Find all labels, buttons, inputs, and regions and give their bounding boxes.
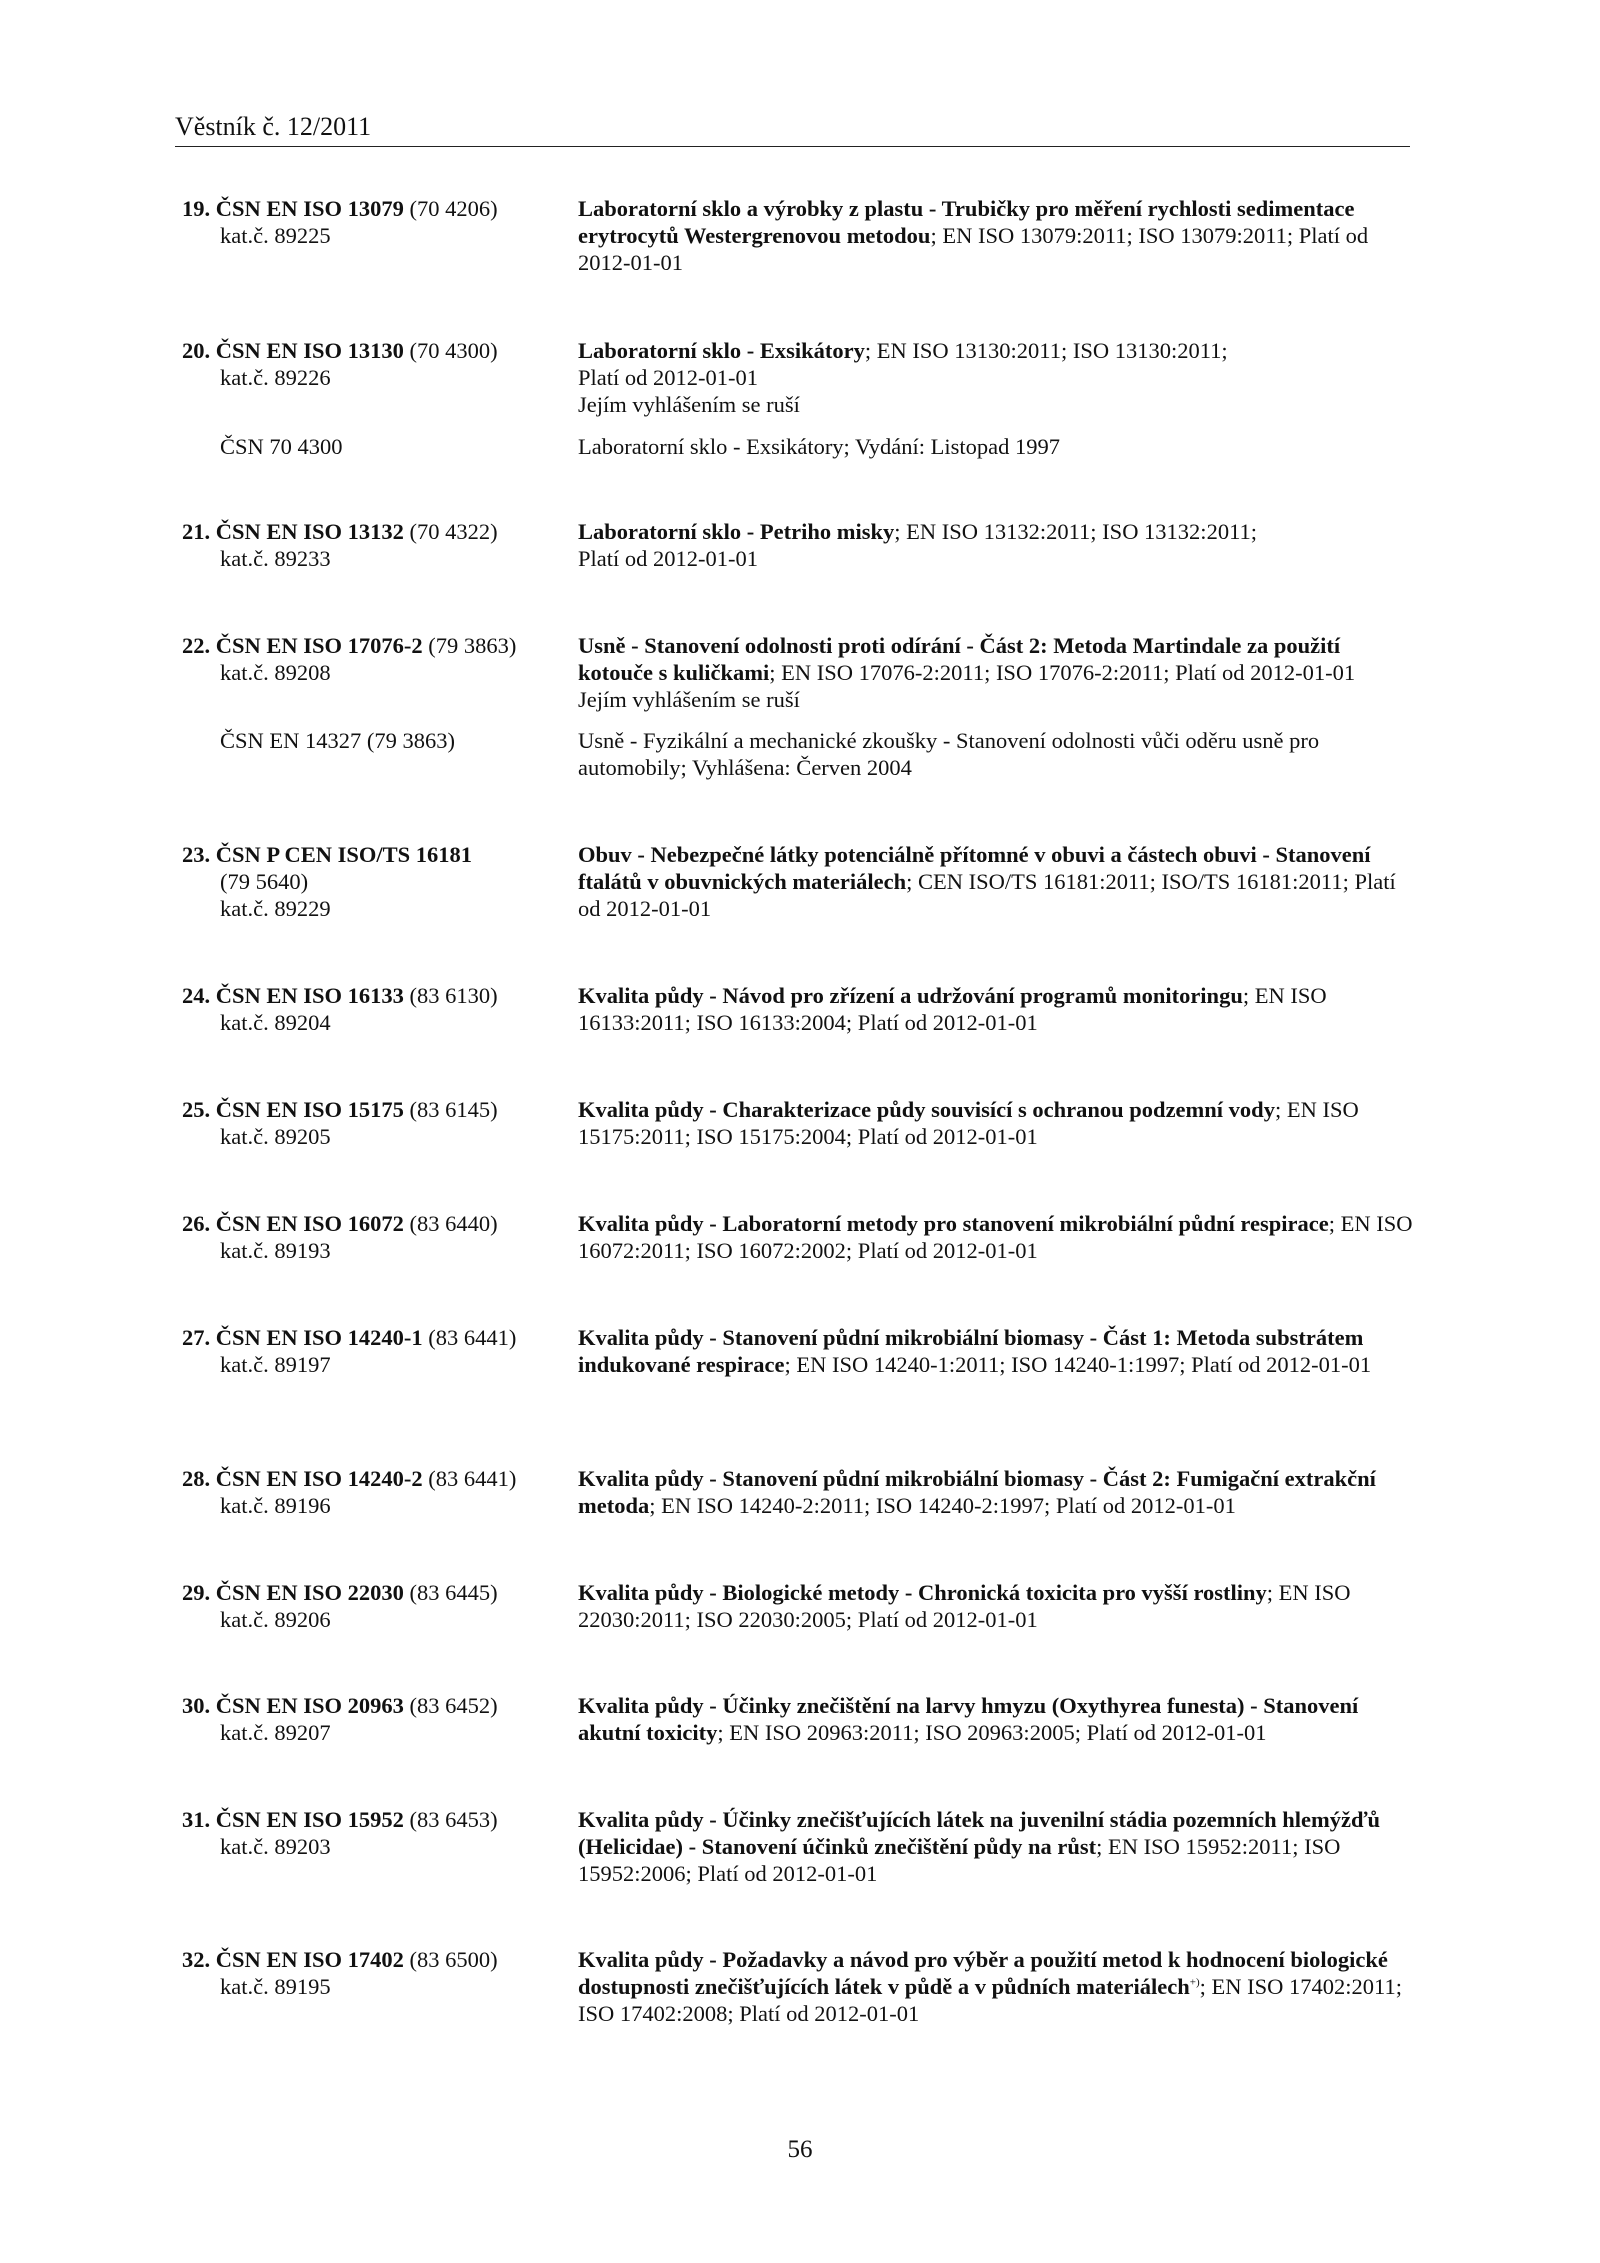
replaced-code: ČSN 70 4300	[220, 434, 343, 459]
standard-identifier	[182, 518, 572, 572]
classification: (70 4206)	[403, 196, 498, 221]
standard-identifier	[182, 337, 572, 391]
standard-description	[578, 518, 1418, 572]
replacement-note: Jejím vyhlášením se ruší	[578, 687, 800, 713]
standard-identifier	[182, 632, 572, 686]
replaced-code: ČSN EN 14327 (79 3863)	[220, 728, 455, 753]
standard-identifier	[182, 1210, 572, 1264]
catalog-number: kat.č. 89225	[220, 223, 331, 249]
item-number: 26.	[182, 1211, 211, 1236]
standard-identifier	[182, 1324, 572, 1378]
standard-description	[578, 1579, 1418, 1633]
classification: (83 6145)	[403, 1097, 498, 1122]
classification: (83 6500)	[403, 1947, 498, 1972]
standard-code: ČSN EN ISO 13079	[215, 196, 404, 221]
standard-details: ; EN ISO 15952:2011; ISO 15952:2006; Platí od 2012-01-01	[578, 1834, 1341, 1887]
catalog-number: kat.č. 89206	[220, 1607, 331, 1633]
standard-identifier	[182, 1946, 572, 2000]
standard-description	[578, 337, 1418, 419]
classification: (79 3863)	[422, 633, 517, 658]
standard-identifier	[182, 1096, 572, 1150]
standard-code: ČSN EN ISO 20963	[215, 1693, 404, 1718]
catalog-number: kat.č. 89195	[220, 1974, 331, 2000]
standard-title: Kvalita půdy - Stanovení půdní mikrobiální biomasy - Část 1: Metoda substrátem indukované respirace	[578, 1325, 1364, 1378]
standard-details: ; EN ISO 15175:2011; ISO 15175:2004; Platí od 2012-01-01	[578, 1097, 1359, 1150]
classification: (70 4300)	[403, 338, 498, 363]
classification: (83 6441)	[422, 1325, 517, 1350]
classification: (83 6441)	[422, 1466, 517, 1491]
classification: (83 6440)	[403, 1211, 498, 1236]
standard-identifier	[182, 195, 572, 249]
standard-title: Laboratorní sklo a výrobky z plastu - Trubičky pro měření rychlosti sedimentace erytrocytů Westergrenovou metodou	[578, 196, 1355, 249]
catalog-number: kat.č. 89226	[220, 365, 331, 391]
item-number: 23.	[182, 842, 211, 867]
item-number: 32.	[182, 1947, 211, 1972]
standard-title: Kvalita půdy - Účinky znečišťujících látek na juvenilní stádia pozemních hlemýžďů (Helicidae) - Stanovení účinků znečištění půdy na růst	[578, 1807, 1381, 1860]
standard-description	[578, 1946, 1418, 2028]
standard-title: Kvalita půdy - Charakterizace půdy souvisící s ochranou podzemní vody	[578, 1097, 1275, 1122]
standard-code: ČSN EN ISO 15175	[215, 1097, 404, 1122]
catalog-number: kat.č. 89197	[220, 1352, 331, 1378]
standard-description	[578, 1465, 1418, 1519]
standard-identifier	[182, 1465, 572, 1519]
standard-title: Obuv - Nebezpečné látky potenciálně přítomné v obuvi a částech obuvi - Stanovení ftalátů v obuvnických materiálech	[578, 842, 1371, 895]
standard-description	[578, 195, 1418, 277]
standard-details: ; EN ISO 17076-2:2011; ISO 17076-2:2011; Platí od 2012-01-01	[769, 660, 1356, 686]
item-number: 27.	[182, 1325, 211, 1350]
item-number: 30.	[182, 1693, 211, 1718]
classification: (70 4322)	[403, 519, 498, 544]
standard-title: Laboratorní sklo - Exsikátory	[578, 338, 865, 363]
standard-identifier	[182, 1579, 572, 1633]
standard-details: ; EN ISO 16133:2011; ISO 16133:2004; Platí od 2012-01-01	[578, 983, 1327, 1036]
item-number: 22.	[182, 633, 211, 658]
replacement-note: Jejím vyhlášením se ruší	[578, 392, 800, 418]
standard-description	[578, 632, 1418, 714]
replaced-description: Laboratorní sklo - Exsikátory; Vydání: Listopad 1997	[578, 434, 1061, 459]
catalog-number: kat.č. 89233	[220, 546, 331, 572]
standard-identifier	[182, 1806, 572, 1860]
standard-code: ČSN P CEN ISO/TS 16181	[215, 842, 473, 867]
standard-code: ČSN EN ISO 16072	[215, 1211, 404, 1236]
standard-description	[578, 1806, 1418, 1888]
standard-title: Kvalita půdy - Účinky znečištění na larvy hmyzu (Oxythyrea funesta) - Stanovení akutní toxicity	[578, 1693, 1359, 1746]
classification: (83 6445)	[403, 1580, 498, 1605]
standard-code: ČSN EN ISO 16133	[215, 983, 404, 1008]
standard-title: Kvalita půdy - Stanovení půdní mikrobiální biomasy - Část 2: Fumigační extrakční metoda	[578, 1466, 1376, 1519]
footnote-marker: +)	[1189, 1976, 1200, 1989]
item-number: 20.	[182, 338, 211, 363]
standard-code: ČSN EN ISO 17076-2	[215, 633, 423, 658]
standard-details: ; EN ISO 17402:2011; ISO 17402:2008; Platí od 2012-01-01	[578, 1974, 1402, 2027]
standard-details: ; EN ISO 22030:2011; ISO 22030:2005; Platí od 2012-01-01	[578, 1580, 1351, 1633]
standard-code: ČSN EN ISO 14240-2	[215, 1466, 423, 1491]
standard-description	[578, 982, 1418, 1036]
standard-code: ČSN EN ISO 14240-1	[215, 1325, 423, 1350]
item-number: 31.	[182, 1807, 211, 1832]
standard-title: Kvalita půdy - Návod pro zřízení a udržování programů monitoringu	[578, 983, 1243, 1008]
standard-details: ; EN ISO 20963:2011; ISO 20963:2005; Platí od 2012-01-01	[717, 1720, 1267, 1746]
standard-details: ; EN ISO 13079:2011; ISO 13079:2011; Platí od 2012-01-01	[578, 223, 1369, 276]
standard-title: Kvalita půdy - Laboratorní metody pro stanovení mikrobiální půdní respirace	[578, 1211, 1329, 1236]
page-header	[175, 110, 1410, 147]
catalog-number: kat.č. 89205	[220, 1124, 331, 1150]
classification: (83 6453)	[403, 1807, 498, 1832]
standard-details: ; EN ISO 16072:2011; ISO 16072:2002; Platí od 2012-01-01	[578, 1211, 1413, 1264]
classification: (79 5640)	[220, 869, 309, 895]
standard-identifier	[182, 982, 572, 1036]
catalog-number: kat.č. 89203	[220, 1834, 331, 1860]
classification: (83 6452)	[403, 1693, 498, 1718]
standard-title: Laboratorní sklo - Petriho misky	[578, 519, 895, 544]
item-number: 29.	[182, 1580, 211, 1605]
validity-date: Platí od 2012-01-01	[578, 546, 758, 572]
standard-details: ; CEN ISO/TS 16181:2011; ISO/TS 16181:2011; Platí od 2012-01-01	[578, 869, 1396, 922]
standard-code: ČSN EN ISO 22030	[215, 1580, 404, 1605]
standard-title: Kvalita půdy - Požadavky a návod pro výběr a použití metod k hodnocení biologické dostupnosti znečišťujících látek v půdě a v půdních materiálech	[578, 1947, 1388, 2000]
catalog-number: kat.č. 89208	[220, 660, 331, 686]
standard-title: Usně - Stanovení odolnosti proti odírání - Část 2: Metoda Martindale za použití kotouče s kuličkami	[578, 633, 1341, 686]
standard-description	[578, 1096, 1418, 1150]
classification: (83 6130)	[403, 983, 498, 1008]
standard-code: ČSN EN ISO 13130	[215, 338, 404, 363]
standard-description	[578, 1692, 1418, 1746]
standard-identifier	[182, 1692, 572, 1746]
replaced-description: Usně - Fyzikální a mechanické zkoušky - Stanovení odolnosti vůči oděru usně pro automobily; Vyhlášena: Červen 2004	[578, 728, 1320, 781]
standard-code: ČSN EN ISO 15952	[215, 1807, 404, 1832]
item-number: 24.	[182, 983, 211, 1008]
catalog-number: kat.č. 89207	[220, 1720, 331, 1746]
item-number: 19.	[182, 196, 211, 221]
standard-details: ; EN ISO 14240-2:2011; ISO 14240-2:1997; Platí od 2012-01-01	[649, 1493, 1236, 1519]
catalog-number: kat.č. 89204	[220, 1010, 331, 1036]
standard-code: ČSN EN ISO 17402	[215, 1947, 404, 1972]
standard-description	[578, 841, 1418, 923]
standard-description	[578, 1324, 1418, 1378]
validity-date: Platí od 2012-01-01	[578, 365, 758, 391]
page-number: 56	[787, 2136, 813, 2163]
item-number: 25.	[182, 1097, 211, 1122]
standard-description	[578, 1210, 1418, 1264]
item-number: 21.	[182, 519, 211, 544]
catalog-number: kat.č. 89193	[220, 1238, 331, 1264]
catalog-number: kat.č. 89196	[220, 1493, 331, 1519]
catalog-number: kat.č. 89229	[220, 896, 331, 922]
standard-identifier	[182, 841, 572, 923]
item-number: 28.	[182, 1466, 211, 1491]
standard-details: ; EN ISO 13130:2011; ISO 13130:2011;	[864, 338, 1228, 363]
journal-title: Věstník č. 12/2011	[175, 112, 372, 141]
standard-details: ; EN ISO 13132:2011; ISO 13132:2011;	[894, 519, 1257, 544]
standard-code: ČSN EN ISO 13132	[215, 519, 404, 544]
standard-title: Kvalita půdy - Biologické metody - Chronická toxicita pro vyšší rostliny	[578, 1580, 1267, 1605]
standard-details: ; EN ISO 14240-1:2011; ISO 14240-1:1997; Platí od 2012-01-01	[784, 1352, 1372, 1378]
